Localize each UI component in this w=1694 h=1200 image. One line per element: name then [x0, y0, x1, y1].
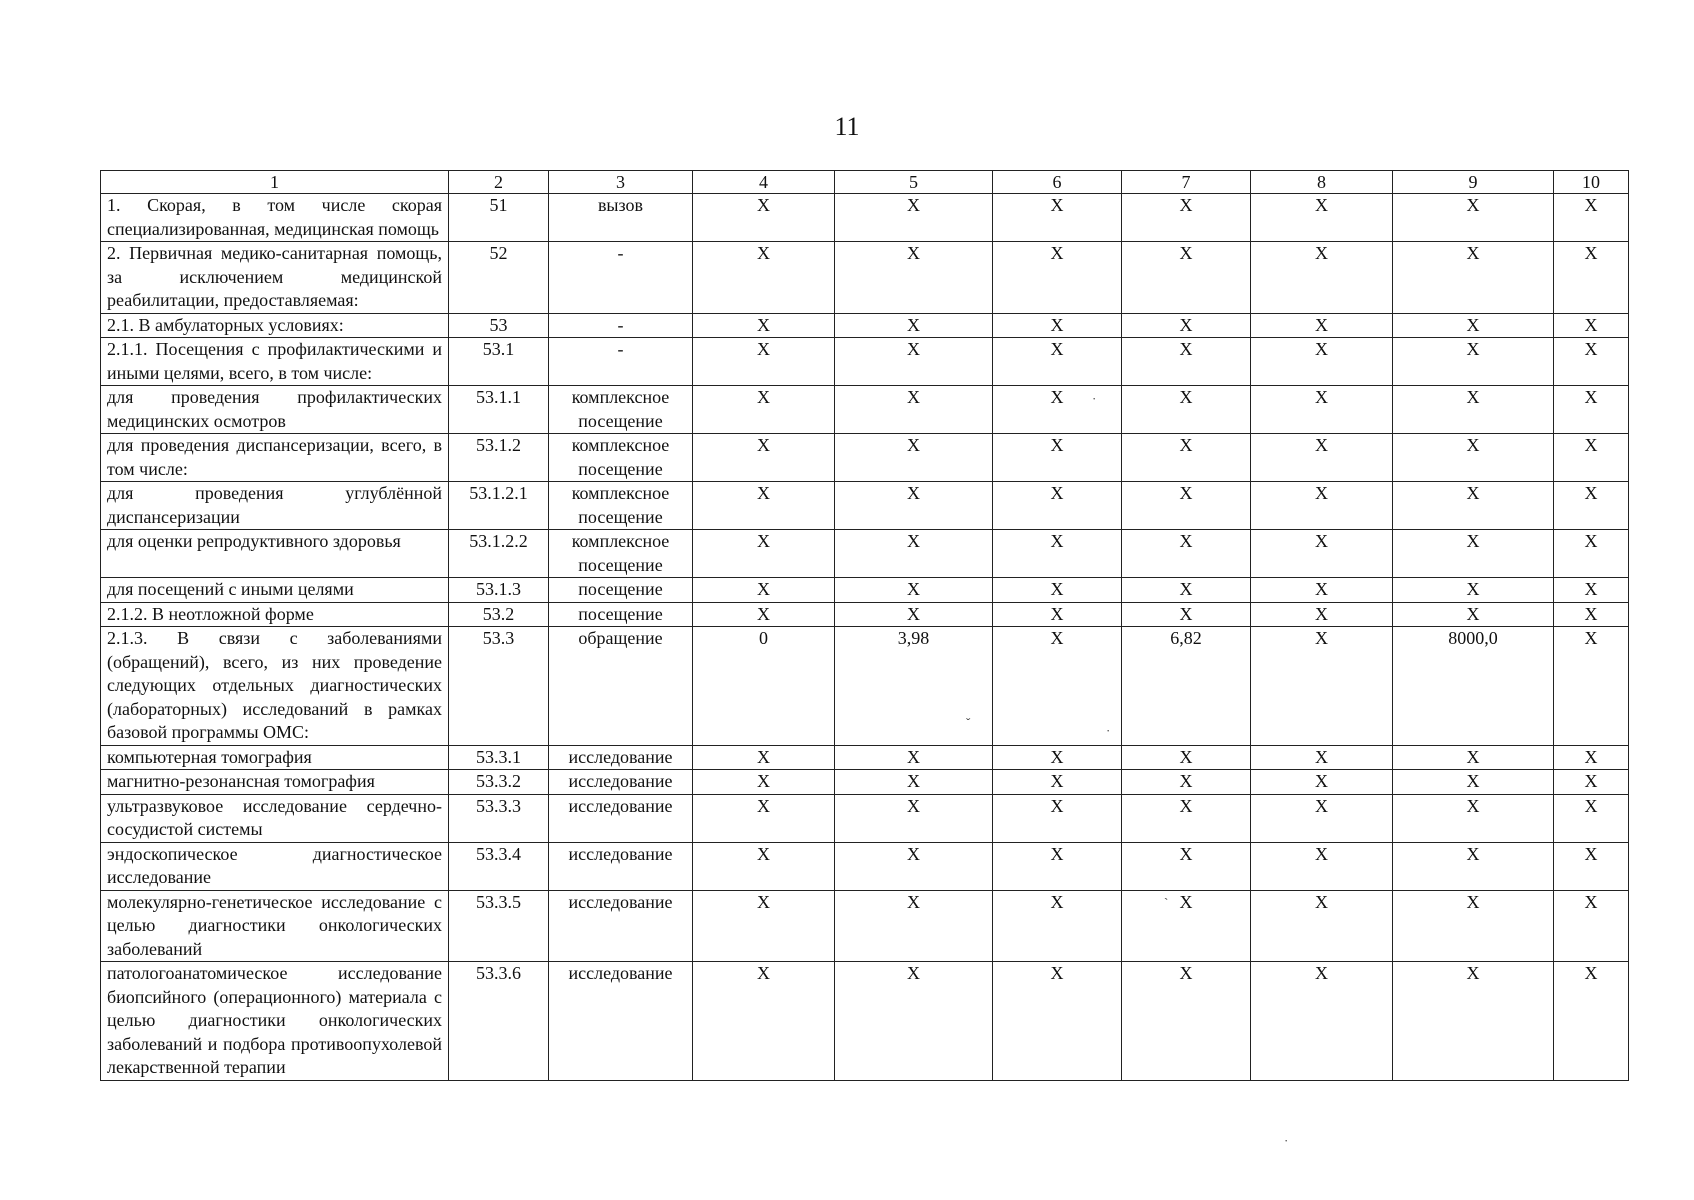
row-value-cell: X — [993, 482, 1122, 530]
row-value-cell: X — [1554, 890, 1629, 962]
scan-speck: ˇ — [966, 715, 971, 730]
table-row — [101, 242, 1629, 314]
row-value-cell: X — [993, 578, 1122, 603]
row-value-cell: X — [1554, 530, 1629, 578]
row-value-cell: X — [1122, 578, 1251, 603]
row-value-cell: X — [835, 530, 993, 578]
row-code-cell: 53.1.3 — [449, 578, 549, 603]
row-value-cell: X — [1393, 578, 1554, 603]
row-unit-cell: исследование — [549, 794, 693, 842]
row-code-cell: 53.1.2.2 — [449, 530, 549, 578]
row-value-cell: X — [993, 745, 1122, 770]
row-value-cell: X — [993, 338, 1122, 386]
row-value-cell: X — [835, 386, 993, 434]
row-value-cell: X — [835, 578, 993, 603]
row-unit-cell: обращение — [549, 627, 693, 746]
table-row — [101, 794, 1629, 842]
row-value-cell: X — [1554, 338, 1629, 386]
row-unit-cell: посещение — [549, 602, 693, 627]
table-row — [101, 194, 1629, 242]
row-value-cell: X — [1393, 434, 1554, 482]
table-row — [101, 482, 1629, 530]
row-code-cell: 51 — [449, 194, 549, 242]
row-value-cell: X — [693, 745, 835, 770]
row-name-cell: для проведения углублённой диспансеризации — [101, 482, 449, 530]
row-value-cell: X — [1554, 386, 1629, 434]
row-unit-cell: комплексное посещение — [549, 482, 693, 530]
row-value-cell: X — [693, 794, 835, 842]
row-value-cell: X — [693, 602, 835, 627]
row-value-cell: X — [1122, 890, 1251, 962]
table-row — [101, 770, 1629, 795]
row-value-cell: X — [835, 962, 993, 1081]
row-value-cell: X — [993, 386, 1122, 434]
row-value-cell: X — [993, 194, 1122, 242]
row-name-cell: магнитно-резонансная томография — [101, 770, 449, 795]
row-name-cell: 2.1.2. В неотложной форме — [101, 602, 449, 627]
table-row — [101, 386, 1629, 434]
row-value-cell: X — [993, 794, 1122, 842]
row-name-cell: для проведения профилактических медицинских осмотров — [101, 386, 449, 434]
row-value-cell: X — [1251, 530, 1393, 578]
row-value-cell: X — [1393, 386, 1554, 434]
column-header: 1 — [101, 171, 449, 194]
page-number: 11 — [834, 112, 860, 141]
column-header: 9 — [1393, 171, 1554, 194]
row-value-cell: X — [1122, 842, 1251, 890]
row-value-cell: X — [1554, 627, 1629, 746]
row-value-cell: X — [1393, 482, 1554, 530]
row-value-cell: X — [1554, 842, 1629, 890]
row-value-cell: X — [1251, 602, 1393, 627]
row-value-cell: X — [693, 386, 835, 434]
row-value-cell: X — [835, 482, 993, 530]
row-value-cell: X — [1393, 602, 1554, 627]
row-value-cell: X — [1251, 386, 1393, 434]
row-name-cell: 2.1. В амбулаторных условиях: — [101, 313, 449, 338]
row-value-cell: X — [1393, 242, 1554, 314]
row-value-cell: X — [693, 313, 835, 338]
row-code-cell: 53.3 — [449, 627, 549, 746]
row-value-cell: X — [1122, 242, 1251, 314]
column-header: 4 — [693, 171, 835, 194]
row-value-cell: X — [693, 578, 835, 603]
table-row — [101, 530, 1629, 578]
row-value-cell: X — [693, 890, 835, 962]
row-value-cell: X — [1554, 482, 1629, 530]
row-name-cell: компьютерная томография — [101, 745, 449, 770]
row-value-cell: X — [1554, 194, 1629, 242]
row-code-cell: 53.3.3 — [449, 794, 549, 842]
row-value-cell: X — [993, 890, 1122, 962]
row-value-cell: X — [835, 602, 993, 627]
row-name-cell: патологоанатомическое исследование биопсийного (операционного) материала с целью диагностики онкологических заболеваний и подбора противоопухолевой лекарственной терапии — [101, 962, 449, 1081]
table-row — [101, 313, 1629, 338]
scan-speck: · — [1284, 1133, 1289, 1148]
row-value-cell: X — [1393, 194, 1554, 242]
row-value-cell: X — [835, 794, 993, 842]
row-code-cell: 53.1.2.1 — [449, 482, 549, 530]
table-row — [101, 434, 1629, 482]
row-value-cell: X — [993, 242, 1122, 314]
row-code-cell: 53 — [449, 313, 549, 338]
row-value-cell: X — [1122, 386, 1251, 434]
row-value-cell: X — [1393, 530, 1554, 578]
row-value-cell: X — [693, 770, 835, 795]
row-value-cell: X — [835, 194, 993, 242]
row-value-cell: X — [1554, 242, 1629, 314]
row-name-cell: молекулярно-генетическое исследование с целью диагностики онкологических заболеваний — [101, 890, 449, 962]
row-value-cell: X — [835, 338, 993, 386]
row-code-cell: 53.3.1 — [449, 745, 549, 770]
table-row — [101, 962, 1629, 1081]
column-header: 3 — [549, 171, 693, 194]
row-name-cell: 2.1.3. В связи с заболеваниями (обращений), всего, из них проведение следующих отдельных диагностических (лабораторных) исследований в рамках базовой программы ОМС: — [101, 627, 449, 746]
scan-speck: · — [1106, 723, 1111, 738]
row-value-cell: X — [1122, 602, 1251, 627]
table-row — [101, 890, 1629, 962]
table-row — [101, 745, 1629, 770]
row-value-cell: 0 — [693, 627, 835, 746]
row-value-cell: X — [1122, 482, 1251, 530]
row-value-cell: X — [1122, 794, 1251, 842]
row-value-cell: X — [1554, 770, 1629, 795]
row-name-cell: для проведения диспансеризации, всего, в том числе: — [101, 434, 449, 482]
row-value-cell: X — [1122, 434, 1251, 482]
row-value-cell: X — [1554, 745, 1629, 770]
row-value-cell: X — [1122, 313, 1251, 338]
row-unit-cell: вызов — [549, 194, 693, 242]
row-value-cell: X — [993, 842, 1122, 890]
row-value-cell: X — [1251, 242, 1393, 314]
row-value-cell: X — [835, 313, 993, 338]
row-value-cell: X — [1554, 962, 1629, 1081]
row-unit-cell: - — [549, 242, 693, 314]
row-name-cell: 2. Первичная медико-санитарная помощь, за исключением медицинской реабилитации, предоставляемая: — [101, 242, 449, 314]
row-name-cell: ультразвуковое исследование сердечно-сосудистой системы — [101, 794, 449, 842]
table-row — [101, 602, 1629, 627]
column-header: 8 — [1251, 171, 1393, 194]
row-code-cell: 53.3.6 — [449, 962, 549, 1081]
row-value-cell: X — [1393, 770, 1554, 795]
row-unit-cell: комплексное посещение — [549, 530, 693, 578]
row-value-cell: X — [835, 890, 993, 962]
row-value-cell: X — [1122, 770, 1251, 795]
row-value-cell: X — [1554, 313, 1629, 338]
table-row — [101, 842, 1629, 890]
row-value-cell: X — [1554, 578, 1629, 603]
row-value-cell: X — [1251, 194, 1393, 242]
row-unit-cell: исследование — [549, 962, 693, 1081]
row-unit-cell: комплексное посещение — [549, 434, 693, 482]
row-value-cell: X — [1554, 434, 1629, 482]
row-code-cell: 53.1 — [449, 338, 549, 386]
row-value-cell: X — [1251, 745, 1393, 770]
row-unit-cell: комплексное посещение — [549, 386, 693, 434]
row-name-cell: для оценки репродуктивного здоровья — [101, 530, 449, 578]
row-value-cell: X — [835, 745, 993, 770]
row-value-cell: X — [693, 482, 835, 530]
row-value-cell: X — [693, 338, 835, 386]
row-value-cell: X — [1393, 313, 1554, 338]
table-body — [101, 194, 1629, 1081]
row-name-cell: 2.1.1. Посещения с профилактическими и иными целями, всего, в том числе: — [101, 338, 449, 386]
row-value-cell: X — [993, 313, 1122, 338]
row-code-cell: 53.3.2 — [449, 770, 549, 795]
row-value-cell: X — [1122, 530, 1251, 578]
table-row — [101, 627, 1629, 746]
row-value-cell: X — [993, 530, 1122, 578]
row-code-cell: 52 — [449, 242, 549, 314]
data-table — [100, 170, 1629, 1081]
row-value-cell: X — [1393, 794, 1554, 842]
row-value-cell: X — [993, 627, 1122, 746]
column-header: 10 — [1554, 171, 1629, 194]
row-value-cell: X — [993, 962, 1122, 1081]
row-value-cell: X — [1251, 962, 1393, 1081]
row-code-cell: 53.2 — [449, 602, 549, 627]
row-value-cell: X — [693, 194, 835, 242]
table-row — [101, 578, 1629, 603]
row-code-cell: 53.1.2 — [449, 434, 549, 482]
row-value-cell: X — [835, 242, 993, 314]
column-header: 7 — [1122, 171, 1251, 194]
row-value-cell: X — [1393, 890, 1554, 962]
row-value-cell: X — [1393, 842, 1554, 890]
column-header: 2 — [449, 171, 549, 194]
row-value-cell: X — [693, 434, 835, 482]
table-row — [101, 338, 1629, 386]
row-value-cell: X — [1122, 194, 1251, 242]
row-value-cell: X — [993, 770, 1122, 795]
row-value-cell: X — [1251, 482, 1393, 530]
row-value-cell: X — [1122, 745, 1251, 770]
row-value-cell: X — [1554, 794, 1629, 842]
row-value-cell: X — [1554, 602, 1629, 627]
scan-speck: ` — [1164, 895, 1169, 910]
row-unit-cell: исследование — [549, 842, 693, 890]
row-code-cell: 53.3.5 — [449, 890, 549, 962]
row-value-cell: X — [693, 242, 835, 314]
row-value-cell: X — [993, 602, 1122, 627]
row-value-cell: X — [835, 770, 993, 795]
row-value-cell: 6,82 — [1122, 627, 1251, 746]
row-value-cell: X — [993, 434, 1122, 482]
row-value-cell: X — [835, 842, 993, 890]
row-name-cell: эндоскопическое диагностическое исследование — [101, 842, 449, 890]
column-header: 5 — [835, 171, 993, 194]
row-value-cell: 3,98 — [835, 627, 993, 746]
row-value-cell: X — [1251, 313, 1393, 338]
row-value-cell: X — [1251, 890, 1393, 962]
row-unit-cell: исследование — [549, 770, 693, 795]
row-unit-cell: - — [549, 338, 693, 386]
row-value-cell: X — [1251, 842, 1393, 890]
row-code-cell: 53.1.1 — [449, 386, 549, 434]
row-value-cell: X — [835, 434, 993, 482]
row-unit-cell: посещение — [549, 578, 693, 603]
row-value-cell: X — [1122, 338, 1251, 386]
row-value-cell: X — [693, 530, 835, 578]
column-header: 6 — [993, 171, 1122, 194]
row-name-cell: 1. Скорая, в том числе скорая специализированная, медицинская помощь — [101, 194, 449, 242]
row-value-cell: X — [1393, 745, 1554, 770]
row-value-cell: X — [693, 962, 835, 1081]
row-value-cell: X — [1251, 794, 1393, 842]
row-unit-cell: исследование — [549, 890, 693, 962]
row-value-cell: X — [1122, 962, 1251, 1081]
row-value-cell: X — [1251, 770, 1393, 795]
row-name-cell: для посещений с иными целями — [101, 578, 449, 603]
row-value-cell: X — [1251, 627, 1393, 746]
row-value-cell: 8000,0 — [1393, 627, 1554, 746]
header-row — [101, 171, 1629, 194]
row-code-cell: 53.3.4 — [449, 842, 549, 890]
row-value-cell: X — [693, 842, 835, 890]
row-value-cell: X — [1251, 338, 1393, 386]
row-value-cell: X — [1393, 338, 1554, 386]
scan-speck: · — [1092, 391, 1097, 406]
row-value-cell: X — [1251, 578, 1393, 603]
row-unit-cell: исследование — [549, 745, 693, 770]
row-unit-cell: - — [549, 313, 693, 338]
row-value-cell: X — [1393, 962, 1554, 1081]
row-value-cell: X — [1251, 434, 1393, 482]
